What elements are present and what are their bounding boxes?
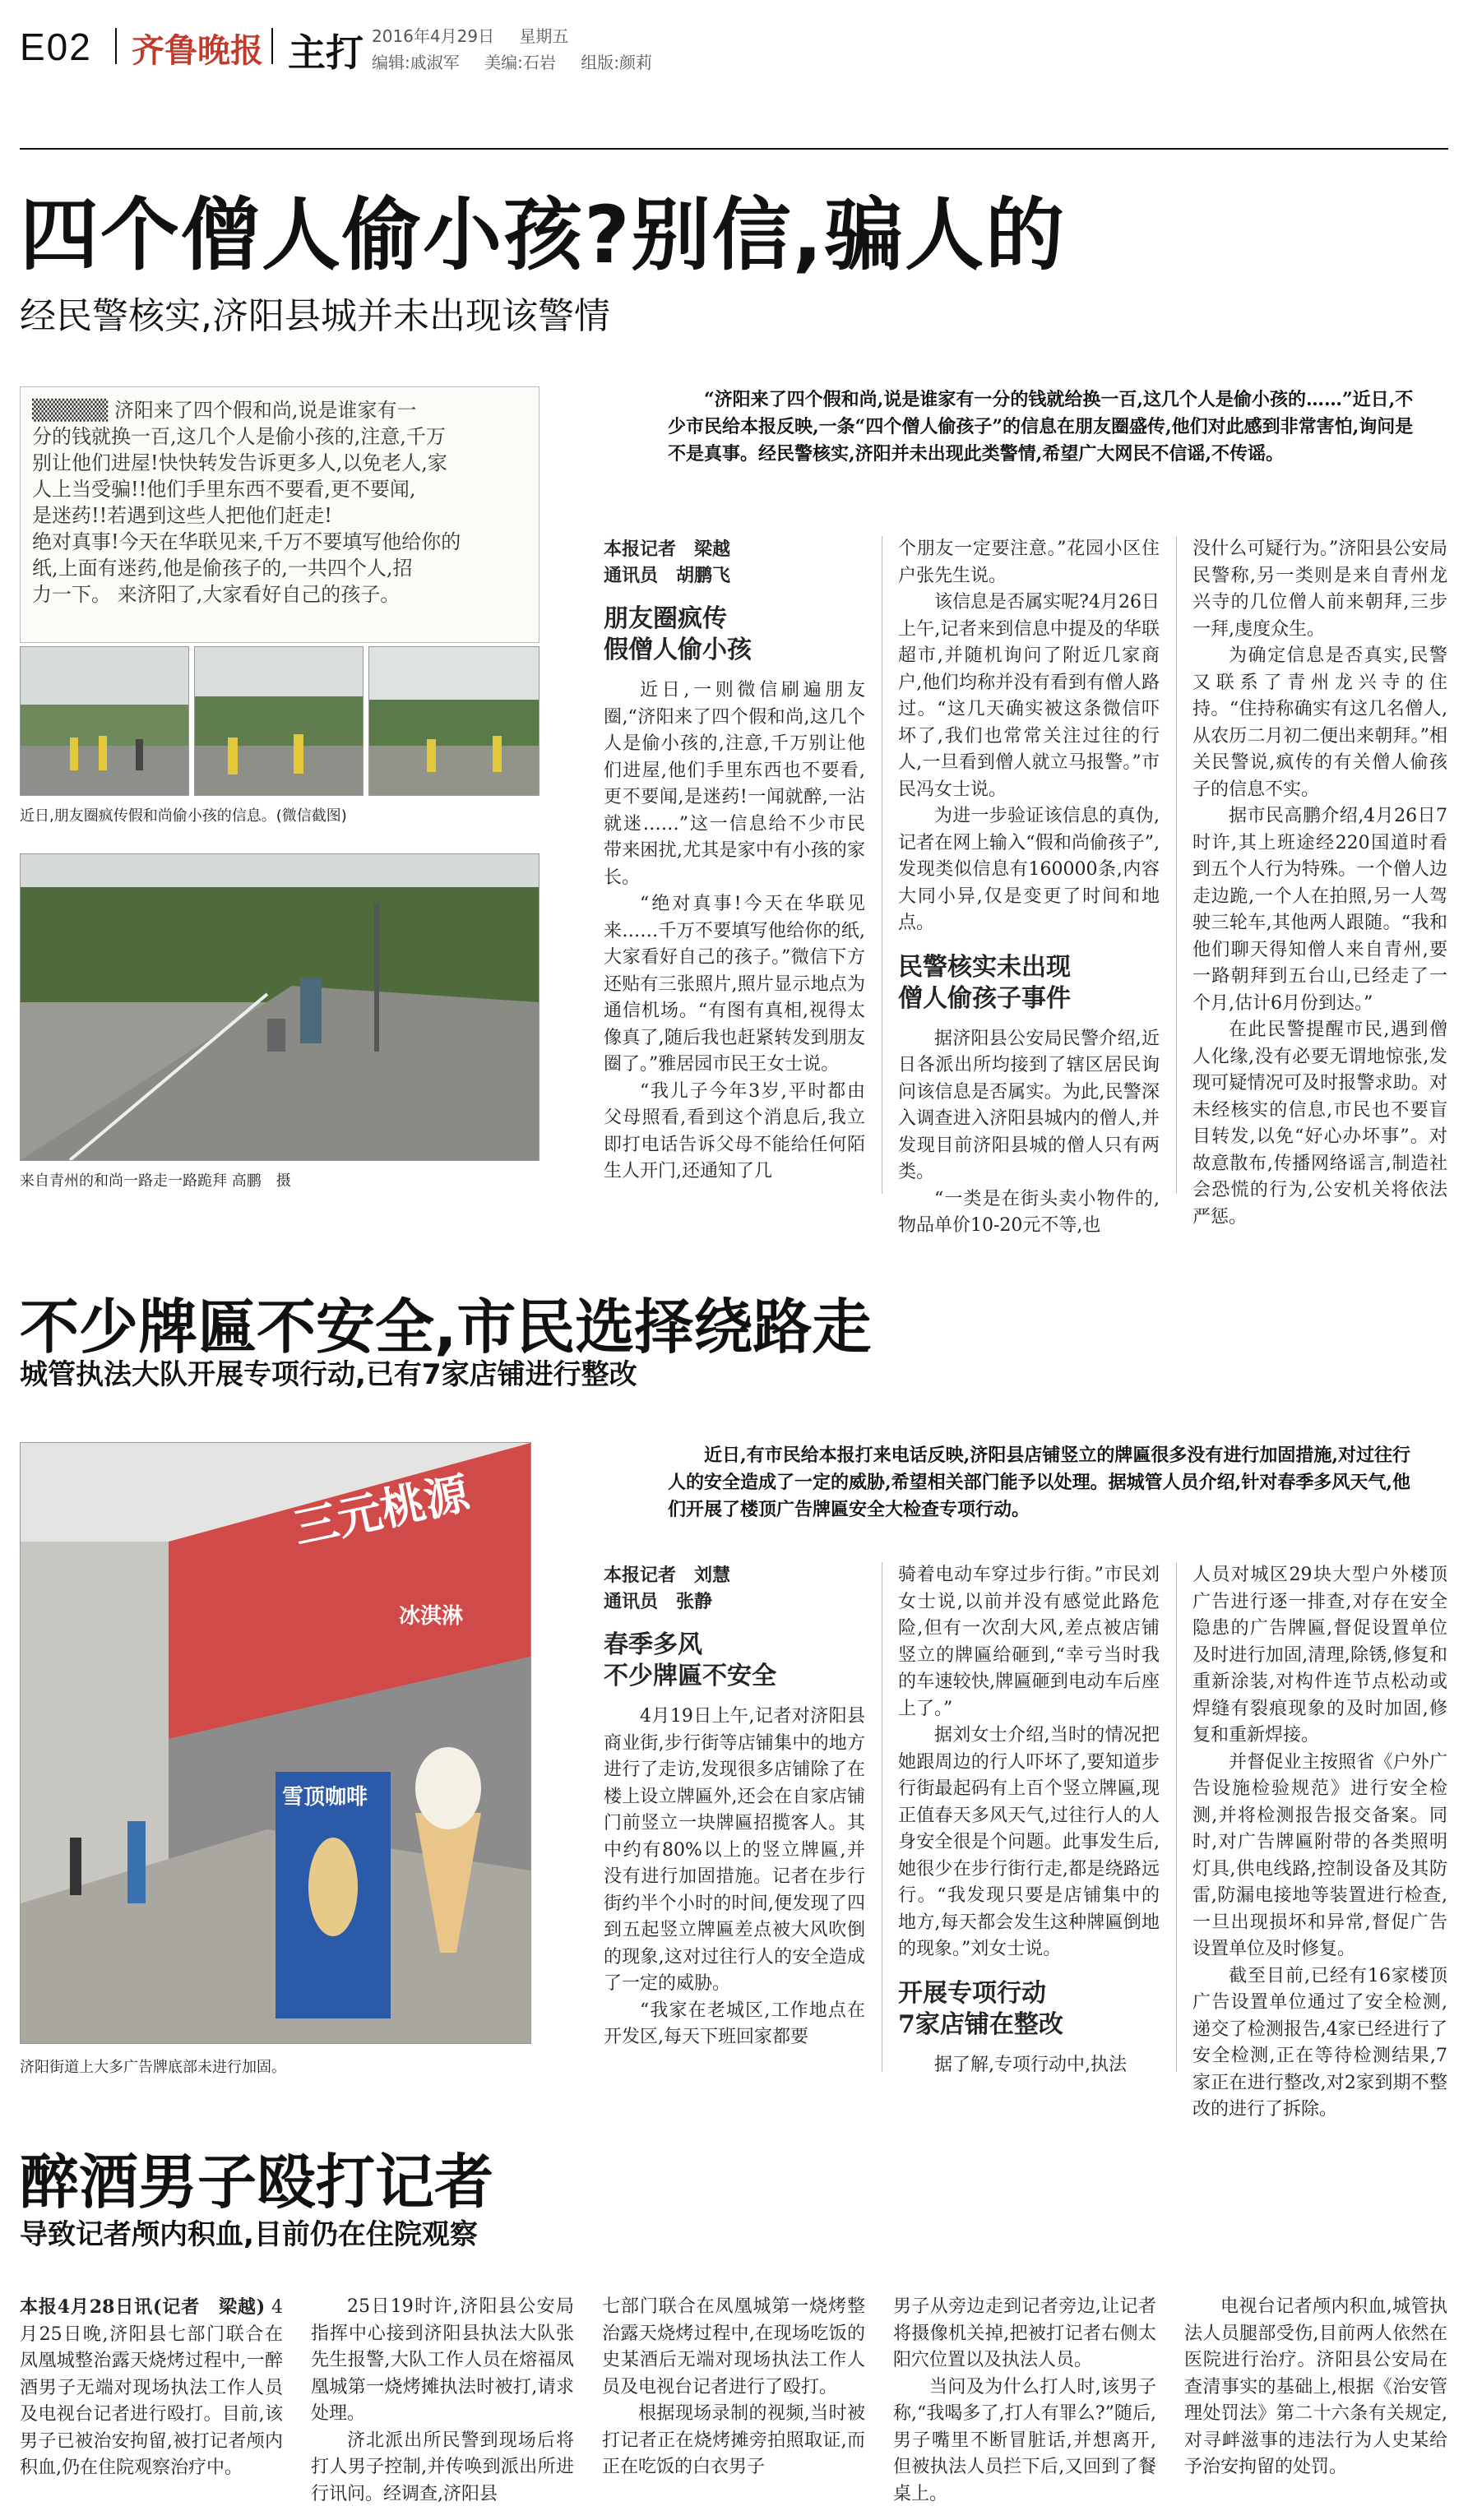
- paragraph: 据济阳县公安局民警介绍,近日各派出所均接到了辖区居民询问该信息是否属实。为此,民警深入调查进入济阳县城内的僧人,并发现目前济阳县城的僧人只有两类。: [898, 1028, 1160, 1182]
- story2-photo-caption: 济阳街道上大多广告牌底部未进行加固。: [20, 2059, 286, 2076]
- paragraph: 4月19日上午,记者对济阳县商业街,步行街等店铺集中的地方进行了走访,发现很多店铺除了在楼上设立牌匾外,还会在自家店铺门前竖立一块牌匾招揽客人。其中约有80%以上的竖立牌匾,并没有进行加固措施。记者在步行街约半个小时的时间,便发现了四到五起竖立牌匾差点被大风吹倒的现象,这对过往行人的安全造成了一定的威胁。: [604, 1706, 865, 1994]
- roadside-monk-image: [21, 854, 539, 1160]
- note-line: 人上当受骗!!他们手里东西不要看,更不要闻,: [32, 478, 416, 501]
- paragraph: “一类是在街头卖小物件的,物品单价10-20元不等,也: [898, 1188, 1160, 1236]
- story2-headline: 不少牌匾不安全,市民选择绕路走: [20, 1292, 872, 1362]
- street-scene-image: [369, 647, 539, 795]
- layout-editor-text: 组版:颜莉: [581, 53, 652, 72]
- newspaper-logo: 齐鲁晚报: [132, 31, 263, 70]
- paragraph: “我儿子今年3岁,平时都由父母照看,看到这个消息后,我立即打电话告诉父母不能给任何陌生人开门,还通知了几: [604, 1080, 865, 1181]
- issue-date: [372, 23, 568, 47]
- shop-sign-text: 冰淇淋: [399, 1604, 464, 1629]
- paragraph: 25日19时许,济阳县公安局指挥中心接到济阳县执法大队张先生报警,大队工作人员在熔福凤凰城第一烧烤摊执法时被打,请求处理。: [311, 2296, 574, 2424]
- note-line: 力一下。 来济阳了,大家看好自己的孩子。: [32, 583, 401, 606]
- monk-photo: [20, 853, 540, 1161]
- story2-byline-correspondent: 通讯员 张静: [604, 1591, 713, 1612]
- story1-column-2: [898, 536, 1160, 1240]
- photo1-caption: 近日,朋友圈疯传假和尚偷小孩的信息。(微信截图): [20, 807, 347, 825]
- subhead-line: 朋友圈疯传: [604, 604, 727, 633]
- subhead-line: 民警核实未出现: [898, 952, 1071, 982]
- header-divider: [115, 28, 117, 64]
- header-divider: [271, 28, 273, 64]
- story1-subhead-1: [604, 603, 865, 666]
- date-text: 2016年4月29日: [372, 26, 495, 46]
- paragraph: 根据现场录制的视频,当时被打记者正在烧烤摊旁拍照取证,而正在吃饭的白衣男子: [602, 2403, 865, 2477]
- paragraph: 为确定信息是否真实,民警又联系了青州龙兴寺的住持。“住持称确实有这几名僧人,从农历二月初二便出来朝拜。”相关民警说,疯传的有关僧人偷孩子的信息不实。: [1192, 645, 1447, 800]
- paragraph: 人员对城区29块大型户外楼顶广告进行逐一排查,对存在安全隐患的广告牌匾,督促设置单位及时进行加固,清理,除锈,修复和重新涂装,对构件连节点松动或焊缝有裂痕现象的及时加固,修复和重新焊接。: [1192, 1565, 1447, 1746]
- story1-byline-reporter: 本报记者 梁越: [604, 539, 731, 560]
- story2-subheadline: 城管执法大队开展专项行动,已有7家店铺进行整改: [20, 1358, 637, 1391]
- story3-dateline: 本报4月28日讯(记者 梁越): [20, 2296, 266, 2318]
- street-storefront-image: [21, 1443, 530, 2043]
- story3-column-5: [1184, 2294, 1447, 2481]
- subhead-line: 假僧人偷小孩: [604, 636, 752, 664]
- story1-lead: “济阳来了四个假和尚,说是谁家有一分的钱就给换一百,这几个人是偷小孩的……”近日,不少市民给本报反映,一条“四个僧人偷孩子”的信息在朋友圈盛传,他们对此感到非常害怕,询问是不是真事。经民警核实,济阳并未出现此类警情,希望广大网民不信谣,不传谣。: [668, 389, 1414, 465]
- paragraph: 电视台记者颅内积血,城管执法人员腿部受伤,目前两人依然在医院进行治疗。济阳县公安局在查清事实的基础上,根据《治安管理处罚法》第二十六条有关规定,对寻衅滋事的违法行为人史某给予治安拘留的处罚。: [1184, 2296, 1447, 2477]
- paragraph: 截至目前,已经有16家楼顶广告设置单位通过了安全检测,递交了检测报告,4家已经进行了安全检测,正在等待检测结果,7家正在进行整改,对2家到期不整改的进行了拆除。: [1192, 1965, 1447, 2120]
- section-title: 主打: [288, 30, 364, 75]
- subhead-line: 僧人偷孩子事件: [898, 983, 1071, 1013]
- subhead-line: 开展专项行动: [898, 1978, 1046, 2008]
- subhead-line: 7家店铺在整改: [898, 2009, 1063, 2039]
- subhead-line: 不少牌匾不安全: [604, 1662, 776, 1690]
- story2-column-2: [898, 1562, 1160, 2078]
- note-line: 是迷药!!若遇到这些人把他们赶走!: [32, 504, 332, 527]
- poster-text: 雪顶咖啡: [282, 1785, 368, 1810]
- paragraph: 据了解,专项行动中,执法: [934, 2054, 1127, 2075]
- story1-subheadline: 经民警核实,济阳县城并未出现该警情: [20, 295, 610, 337]
- story3-subheadline: 导致记者颅内积血,目前仍在住院观察: [20, 2218, 478, 2251]
- story1-column-3: [1192, 536, 1447, 1231]
- story3-column-1: [20, 2294, 283, 2482]
- column-divider: [1176, 536, 1177, 1194]
- story1-column-1: [604, 536, 865, 1186]
- paragraph: “我家在老城区,工作地点在开发区,每天下班回家都要: [604, 2000, 865, 2047]
- page-code: E02: [20, 25, 92, 68]
- wechat-screenshot: [20, 386, 540, 643]
- editor-text: 编辑:戚淑军: [372, 53, 460, 72]
- paragraph: 七部门联合在凤凰城第一烧烤整治露天烧烤过程中,在现场吃饭的史某酒后无端对现场执法工作人员及电视台记者进行了殴打。: [602, 2296, 865, 2397]
- street-scene-image: [195, 647, 363, 795]
- note-line: 分的钱就换一百,这几个人是偷小孩的,注意,千万: [32, 425, 446, 448]
- thumbnail-photo-1: [20, 646, 189, 796]
- paragraph: 并督促业主按照省《户外广告设施检验规范》进行安全检测,并将检测报告报交备案。同时,对广告牌匾附带的各类照明灯具,供电线路,控制设备及其防雷,防漏电接地等装置进行检查,一旦出现损坏和异常,督促广告设置单位及时修复。: [1192, 1751, 1447, 1959]
- story2-lead: 近日,有市民给本报打来电话反映,济阳县店铺竖立的牌匾很多没有进行加固措施,对过往行人的安全造成了一定的威胁,希望相关部门能予以处理。据城管人员介绍,针对春季多风天气,他们开展了楼顶广告牌匾安全大检查专项行动。: [668, 1445, 1410, 1520]
- note-line: ▒▒▒▒▒ 济阳来了四个假和尚,说是谁家有一: [32, 399, 417, 422]
- header-rule: [20, 148, 1448, 150]
- story1-byline-correspondent: 通讯员 胡鹏飞: [604, 565, 731, 586]
- paragraph: 当问及为什么打人时,该男子称,“我喝多了,打人有罪么?”随后,男子嘴里不断冒脏话,并想离开,但被执法人员拦下后,又回到了餐桌上。: [893, 2376, 1156, 2504]
- art-editor-text: 美编:石岩: [484, 53, 556, 72]
- story2-column-3: [1192, 1562, 1447, 2124]
- story2-column-1: [604, 1562, 865, 2051]
- story3-column-3: [602, 2294, 865, 2481]
- paragraph: 据市民高鹏介绍,4月26日7时许,其上班途经220国道时看到五个人行为特殊。一个僧人边走边跪,一个人在拍照,另一人驾驶三轮车,其他两人跟随。“我和他们聊天得知僧人来自青州,要一路朝拜到五台山,已经走了一个月,估计6月份到达。”: [1192, 806, 1447, 1014]
- paragraph: 个朋友一定要注意。”花园小区住户张先生说。: [898, 539, 1160, 586]
- weekday-text: 星期五: [519, 26, 569, 46]
- story2-subhead-1: [604, 1630, 865, 1692]
- paragraph: 没什么可疑行为。”济阳县公安局民警称,另一类则是来自青州龙兴寺的几位僧人前来朝拜,三步一拜,虔度众生。: [1192, 539, 1447, 640]
- editor-credits: [372, 49, 652, 73]
- note-line: 别让他们进屋!快快转发告诉更多人,以免老人,家: [32, 451, 447, 474]
- story3-column-4: [893, 2294, 1156, 2508]
- paragraph: 男子从旁边走到记者旁边,让记者将摄像机关掉,把被打记者右侧太阳穴位置以及执法人员。: [893, 2296, 1156, 2370]
- paragraph: “绝对真事!今天在华联见来……千万不要填写他给你的纸,大家看好自己的孩子。”微信下方还贴有三张照片,照片显示地点为通信机场。“有图有真相,视得太像真了,随后我也赶紧转发到朋友圈了。”雅居园市民王女士说。: [604, 894, 865, 1075]
- storefront-photo: [20, 1442, 531, 2044]
- subhead-line: 春季多风: [604, 1630, 702, 1659]
- paragraph: 在此民警提醒市民,遇到僧人化缘,没有必要无谓地惊张,发现可疑情况可及时报警求助。对未经核实的信息,市民也不要盲目转发,以免“好心办坏事”。对故意散布,传播网络谣言,制造社会恐慌的行为,公安机关将依法严惩。: [1192, 1020, 1447, 1228]
- note-line: 绝对真事!今天在华联见来,千万不要填写他给你的: [32, 530, 461, 553]
- paragraph: 据刘女士介绍,当时的情况把她跟周边的行人吓坏了,要知道步行街最起码有上百个竖立牌匾,现正值春天多风天气,过往行人的人身安全很是个问题。此事发生后,她很少在步行街行走,都是绕路远行。“我发现只要是店铺集中的地方,每天都会发生这种牌匾倒地的现象。”刘女士说。: [898, 1725, 1160, 1959]
- story3-column-2: [311, 2294, 574, 2508]
- paragraph: 该信息是否属实呢?4月26日上午,记者来到信息中提及的华联超市,并随机询问了附近几家商户,他们均称并没有看到有僧人路过。“这几天确实被这条微信吓坏了,我们也常常关注过往的行人,一旦看到僧人就立马报警。”市民冯女士说。: [898, 592, 1160, 800]
- street-scene-image: [21, 647, 188, 795]
- note-line: 纸,上面有迷药,他是偷孩子的,一共四个人,招: [32, 557, 413, 580]
- paragraph: 济北派出所民警到现场后将打人男子控制,并传唤到派出所进行讯问。经调查,济阳县: [311, 2430, 574, 2504]
- thumbnail-photo-2: [194, 646, 364, 796]
- shop-sign-text: 三元桃源: [289, 1467, 475, 1555]
- photo2-caption: 来自青州的和尚一路走一路跪拜 高鹏 摄: [20, 1172, 291, 1190]
- paragraph: 骑着电动车穿过步行街。”市民刘女士说,以前并没有感觉此路危险,但有一次刮大风,差点被店铺竖立的牌匾给砸到,“幸亏当时我的车速较快,牌匾砸到电动车后座上了。”: [898, 1565, 1160, 1719]
- paragraph: 近日,一则微信刷遍朋友圈,“济阳来了四个假和尚,这几个人是偷小孩的,注意,千万别让他们进屋,他们手里东西也不要看,更不要闻,是迷药!一闻就醉,一沾就迷……”这一信息给不少市民带来困扰,尤其是家中有小孩的家长。: [604, 680, 865, 888]
- story1-subhead-2: [898, 952, 1160, 1015]
- story3-headline: 醉酒男子殴打记者: [20, 2148, 494, 2217]
- story2-byline-reporter: 本报记者 刘慧: [604, 1565, 731, 1586]
- thumbnail-photo-3: [368, 646, 540, 796]
- story2-subhead-2: [898, 1978, 1160, 2041]
- paragraph: 4月25日晚,济阳县七部门联合在凤凰城整治露天烧烤过程中,一醉酒男子无端对现场执法工作人员及电视台记者进行殴打。目前,该男子已被治安拘留,被打记者颅内积血,仍在住院观察治疗中。: [20, 2297, 283, 2478]
- story1-headline: 四个僧人偷小孩?别信,骗人的: [20, 189, 1067, 281]
- paragraph: 为进一步验证该信息的真伪,记者在网上输入“假和尚偷孩子”,发现类似信息有160000条,内容大同小异,仅是变更了时间和地点。: [898, 806, 1160, 933]
- column-divider: [1176, 1562, 1177, 2072]
